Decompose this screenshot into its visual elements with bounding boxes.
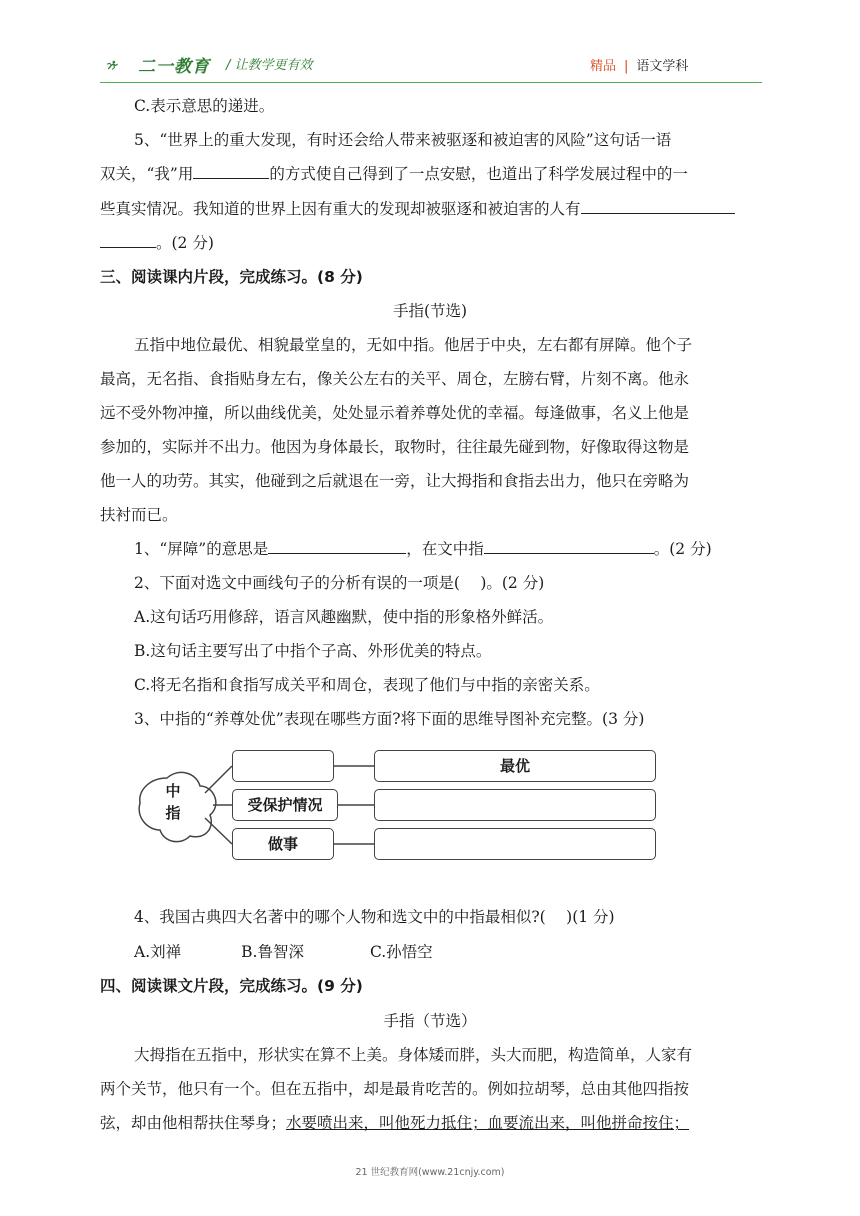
mind-map-left-box-3: 做事 [232,828,334,860]
underlined-sentence: 水要喷出来，叫他死力抵住；血要流出来，叫他拼命按住； [286,1114,690,1132]
passage-3-line: 五指中地位最优、相貌最堂皇的，无如中指。他居于中央，左右都有屏障。他个子 [134,336,693,354]
passage-3-line: 最高，无名指、食指贴身左右，像关公左右的关平、周仓，左膀右臂，片刻不离。他永 [100,370,690,388]
brand-name: 二一教育 [138,57,210,77]
section-3-heading: 三、阅读课内片段，完成练习。(8 分) [100,268,363,286]
passage-4-line: 两个关节，他只有一个。但在五指中，却是最肯吃苦的。例如拉胡琴，总由其他四指按 [100,1080,690,1098]
question-3: 3、中指的“养尊处优”表现在哪些方面?将下面的思维导图补充完整。(3 分) [134,710,645,728]
question-2: 2、下面对选文中画线句子的分析有误的一项是( )。(2 分) [134,574,545,592]
mind-map-left-box-1[interactable] [232,750,334,782]
question-2-option-b: B.这句话主要写出了中指个子高、外形优美的特点。 [134,642,492,660]
slogan: / 让教学更有效 [226,58,313,73]
page-footer: 21 世纪教育网(www.21cnjy.com) [355,1167,505,1178]
passage-3-line: 参加的，实际并不出力。他因为身体最长，取物时，往往最先碰到物，好像取得这物是 [100,438,690,456]
q1-points: 。(2 分) [653,540,712,558]
passage-3-line: 远不受外物冲撞，所以曲线优美，处处显示着养尊处优的幸福。每逢做事，名义上他是 [100,404,690,422]
passage-4-text: 弦，却由他相帮扶住琴身； [100,1114,287,1132]
mind-map-right-box-1: 最优 [374,750,656,782]
mind-map-right-box-3[interactable] [374,828,656,860]
passage-3-line: 他一人的功劳。其实，他碰到之后就退在一旁，让大拇指和食指去出力，他只在旁略为 [100,472,690,490]
passage-4-line [100,1106,762,1140]
passage-4-line: 大拇指在五指中，形状实在算不上美。身体矮而胖，头大而肥，构造简单，人家有 [134,1046,693,1064]
q5-text-c: 些真实情况。我知道的世界上因有重大的发现却被驱逐和被迫害的人有 [100,200,581,218]
mind-map-right-box-2[interactable] [374,789,656,821]
question-2-option-a: A.这句话巧用修辞，语言风趣幽默，使中指的形象格外鲜活。 [134,608,554,626]
q5-points: 。(2 分) [156,234,214,252]
question-4-options [134,935,762,969]
passage-3-title: 手指(节选) [392,302,468,320]
q5-text-b: 的方式使自己得到了一点安慰，也道出了科学发展过程中的一 [269,165,688,183]
mind-map-center-label: 中 指 [165,782,181,822]
quality-tag: 精品 [590,59,617,74]
question-4-option-a: A.刘禅 [134,943,182,961]
q1-text-a: 1、“屏障”的意思是 [134,540,269,558]
option-c-line: C.表示意思的递进。 [134,97,275,115]
q5-text-a: 双关，“我”用 [100,165,194,183]
passage-3-line: 扶衬而已。 [100,506,178,524]
mind-map-left-box-2: 受保护情况 [232,789,338,821]
header-separator: | [624,59,629,74]
question-4: 4、我国古典四大名著中的哪个人物和选文中的中指最相似?( )(1 分) [134,908,615,926]
question-4-option-b: B.鲁智深 [241,943,304,961]
section-4-heading: 四、阅读课文片段，完成练习。(9 分) [100,977,363,995]
question-5-line-1: 5、“世界上的重大发现，有时还会给人带来被驱逐和被迫害的风险”这句话一语 [134,131,672,149]
passage-4-title: 手指（节选） [383,1012,477,1030]
question-2-option-c: C.将无名指和食指写成关平和周仓，表现了他们与中指的亲密关系。 [134,676,600,694]
subject-label: 语文学科 [636,59,689,74]
q1-text-b: ，在文中指 [406,540,484,558]
question-4-option-c: C.孙悟空 [369,943,433,961]
